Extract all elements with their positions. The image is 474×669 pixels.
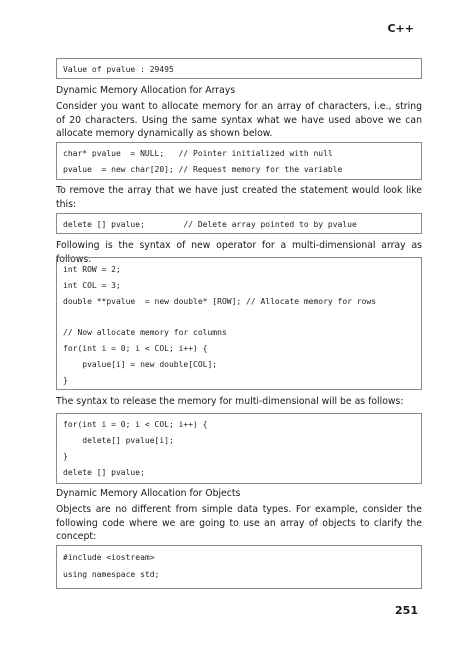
paragraph-multi-dimensional: Following is the syntax of new operator for a multi-dimensional array as follows: — [56, 240, 422, 265]
code-line: for(int i = 0; i < COL; i++) { — [63, 420, 208, 429]
code-line: delete [] pvalue; // Delete array pointed to by pvalue — [63, 220, 357, 229]
code-line: delete[] pvalue[i]; — [63, 436, 174, 445]
code-line: } — [63, 452, 68, 461]
code-block-delete — [56, 213, 422, 234]
code-line: pvalue = new char[20]; // Request memory for the variable — [63, 165, 343, 174]
code-line: char* pvalue = NULL; // Pointer initialized with null — [63, 149, 333, 158]
running-header: C++ — [387, 22, 414, 35]
code-line: int COL = 3; — [63, 281, 121, 290]
code-line: for(int i = 0; i < COL; i++) { — [63, 344, 208, 353]
code-block-objects — [56, 545, 422, 589]
paragraph-arrays: Consider you want to allocate memory for an array of characters, i.e., string of 20 characters. Using the same syntax what we have used above we can allocate memory dynamically as shown below. — [56, 101, 422, 139]
code-line: pvalue[i] = new double[COL]; — [63, 360, 218, 369]
code-block-alloc — [56, 142, 422, 180]
paragraph-release: The syntax to release the memory for multi-dimensional will be as follows: — [56, 396, 404, 407]
code-line: delete [] pvalue; — [63, 468, 145, 477]
code-line: double **pvalue = new double* [ROW]; // Allocate memory for rows — [63, 297, 377, 306]
code-block-release — [56, 413, 422, 484]
code-line: #include <iostream> — [63, 553, 155, 562]
code-block-multi — [56, 257, 422, 390]
code-line: // Now allocate memory for columns — [63, 328, 227, 337]
page-number: 251 — [395, 604, 418, 617]
code-line: } — [63, 376, 68, 385]
code-line: Value of pvalue : 29495 — [63, 65, 174, 74]
paragraph-remove: To remove the array that we have just created the statement would look like this: — [56, 185, 422, 210]
code-block-value — [56, 58, 422, 79]
section-heading-objects: Dynamic Memory Allocation for Objects — [56, 488, 241, 499]
code-line: using namespace std; — [63, 570, 160, 579]
paragraph-objects: Objects are no different from simple data types. For example, consider the following code where we are going to use an array of objects to clarify the concept: — [56, 504, 422, 542]
section-heading-arrays: Dynamic Memory Allocation for Arrays — [56, 85, 236, 96]
code-line: int ROW = 2; — [63, 265, 121, 274]
